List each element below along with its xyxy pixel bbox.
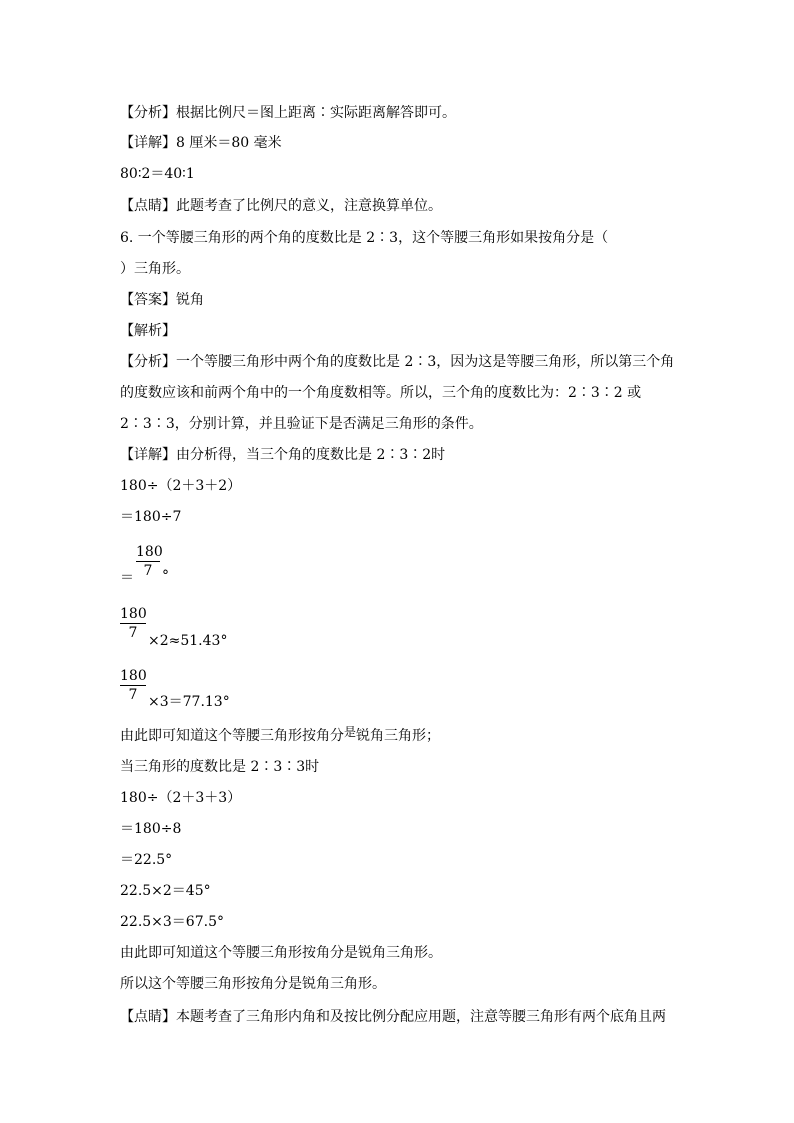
calc-line-5: ×3＝77.13°	[148, 694, 230, 710]
question-6-line-1: 6. 一个等腰三角形的两个角的度数比是 2∶3，这个等腰三角形如果按角分是（	[120, 230, 609, 246]
calc-line-10: 22.5×3＝67.5°	[120, 914, 224, 930]
fraction-numerator: 180	[120, 606, 147, 622]
answer-line: 【答案】锐角	[120, 292, 204, 308]
fraction-bar	[120, 685, 146, 686]
fraction-numerator: 180	[136, 544, 163, 560]
calc-line-2: ＝180÷7	[120, 509, 182, 525]
fraction-180-over-7	[120, 668, 146, 703]
calc-line-3-prefix: ＝	[120, 570, 134, 586]
question-6-line-2: ）三角形。	[120, 261, 190, 277]
detail-line-1: 【详解】8 厘米＝80 毫米	[120, 135, 282, 151]
analysis-line-4: 2∶3∶3，分别计算，并且验证下是否满足三角形的条件。	[120, 416, 483, 432]
case-2-line: 当三角形的度数比是 2∶3∶3时	[120, 759, 320, 775]
fraction-denominator: 7	[143, 563, 153, 579]
conclusion-line-2: 由此即可知道这个等腰三角形按角分是锐角三角形。	[120, 945, 442, 961]
conclusion-text-a: 由此即可知道这个等腰三角形按角分	[120, 728, 344, 744]
fraction-180-over-7	[120, 606, 146, 641]
fraction-numerator: 180	[120, 668, 147, 684]
comment-line-2: 【点睛】本题考查了三角形内角和及按比例分配应用题，注意等腰三角形有两个底角且两	[120, 1009, 666, 1025]
analysis-line-1: 【分析】根据比例尺＝图上距离∶实际距离解答即可。	[120, 105, 456, 121]
calc-line-ratio: 80∶2＝40∶1	[120, 166, 195, 182]
fraction-denominator: 7	[128, 625, 138, 641]
conclusion-text-c: 锐角三角形；	[356, 728, 441, 744]
calc-line-9: 22.5×2＝45°	[120, 883, 211, 899]
fraction-bar	[120, 623, 146, 624]
detail-line-2: 【详解】由分析得，当三个角的度数比是 2∶3∶2时	[120, 447, 446, 463]
explanation-heading: 【解析】	[120, 323, 176, 339]
calc-line-1: 180÷（2＋3＋2）	[120, 478, 242, 494]
comment-line-1: 【点睛】此题考查了比例尺的意义，注意换算单位。	[120, 198, 442, 214]
calc-line-6: 180÷（2＋3＋3）	[120, 790, 242, 806]
calc-line-3-suffix: °	[162, 568, 169, 584]
calc-line-8: ＝22.5°	[120, 852, 173, 868]
conclusion-line-1	[120, 727, 440, 745]
conclusion-line-3: 所以这个等腰三角形按角分是锐角三角形。	[120, 976, 386, 992]
conclusion-text-b: 是	[344, 725, 357, 739]
calc-line-7: ＝180÷8	[120, 821, 182, 837]
fraction-denominator: 7	[128, 687, 138, 703]
calc-line-4: ×2≈51.43°	[148, 633, 228, 649]
fraction-180-over-7	[136, 544, 163, 579]
analysis-line-2: 【分析】一个等腰三角形中两个角的度数比是 2∶3，因为这是等腰三角形，所以第三个角	[120, 354, 675, 370]
analysis-line-3: 的度数应该和前两个角中的一个角度数相等。所以，三个角的度数比为：2∶3∶2 或	[120, 385, 642, 401]
fraction-bar	[136, 561, 160, 562]
